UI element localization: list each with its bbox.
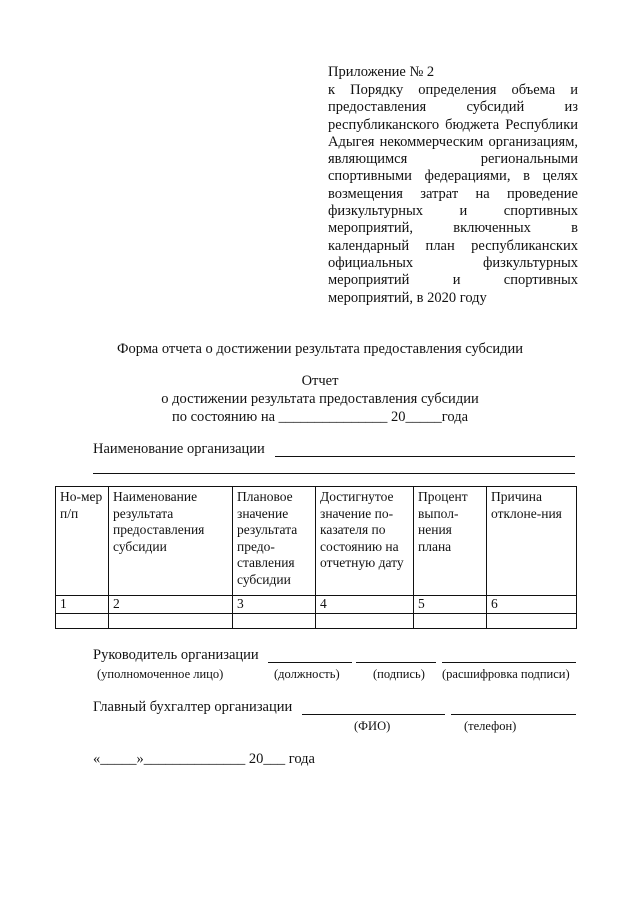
date-year: 20 [391, 409, 406, 425]
caption-phone: (телефон) [464, 719, 517, 733]
footer-suffix: года [288, 751, 315, 767]
signature-line [356, 662, 436, 663]
date-blank: _______________ [278, 409, 388, 425]
column-number-3: 3 [233, 596, 316, 614]
signature-decoding-line [442, 662, 576, 663]
table-cell [56, 613, 109, 628]
accountant-label: Главный бухгалтер организации [93, 699, 293, 715]
open-quote: « [93, 751, 101, 767]
caption-signature: (подпись) [373, 667, 425, 681]
report-subtitle: о достижении результата предоставления субсидии [161, 391, 479, 407]
table-cell [233, 613, 316, 628]
caption-full-name: (ФИО) [354, 719, 391, 733]
appendix-title: Приложение № 2 [328, 64, 435, 80]
form-title: Форма отчета о достижении результата предоставления субсидии [116, 341, 524, 357]
table-cell [487, 613, 577, 628]
table-cell [109, 613, 233, 628]
caption-position: (должность) [274, 667, 340, 681]
column-number-5: 5 [414, 596, 487, 614]
day-blank: _____ [100, 751, 137, 767]
month-blank: ______________ [143, 751, 246, 767]
date-year-blank: _____ [405, 409, 442, 425]
table-cell [414, 613, 487, 628]
organization-name-line-2 [93, 473, 575, 474]
table-header-row [56, 487, 577, 596]
organization-name-line [275, 456, 575, 457]
header-cell-number: Но-мер п/п [56, 487, 109, 596]
position-line [268, 662, 352, 663]
column-number-1: 1 [56, 596, 109, 614]
footer-date-line [93, 751, 315, 768]
table-row [56, 613, 577, 628]
accountant-phone-line [451, 714, 576, 715]
header-cell-achieved-value: Достигнутое значение по-казателя по состоянию на отчетную дату [316, 487, 414, 596]
footer-year: 20 [248, 751, 264, 767]
date-suffix: года [441, 409, 469, 425]
caption-signature-decoding: (расшифровка подписи) [442, 667, 570, 681]
header-cell-result-name: Наименование результата предоставления субсидии [109, 487, 233, 596]
table-cell [316, 613, 414, 628]
column-number-4: 4 [316, 596, 414, 614]
table-row [56, 596, 577, 614]
appendix-description: к Порядку определения объема и предоставления субсидий из республиканского бюджета Республики Адыгея некоммерческим организациям, являющимся региональными спортивными федерациями, в целях возмещения затрат на проведение физкультурных и спортивных мероприятий, включенных в календарный план республиканских официальных физкультурных мероприятий и спортивных мероприятий, в 2020 году [328, 82, 578, 306]
column-number-6: 6 [487, 596, 577, 614]
report-date-line [0, 409, 640, 426]
column-number-2: 2 [109, 596, 233, 614]
organization-label: Наименование организации [93, 441, 265, 457]
close-quote: » [136, 751, 144, 767]
report-table [55, 486, 577, 629]
accountant-name-line [302, 714, 445, 715]
caption-authorized-person: (уполномоченное лицо) [97, 667, 224, 681]
header-cell-deviation-reason: Причина отклоне-ния [487, 487, 577, 596]
footer-year-blank: ___ [263, 751, 286, 767]
report-title: Отчет [301, 373, 339, 389]
header-cell-planned-value: Плановое значение результата предо-ставления субсидии [233, 487, 316, 596]
date-prefix: по состоянию на [171, 409, 276, 425]
header-cell-completion-percent: Процент выпол-нения плана [414, 487, 487, 596]
head-label: Руководитель организации [93, 647, 259, 663]
